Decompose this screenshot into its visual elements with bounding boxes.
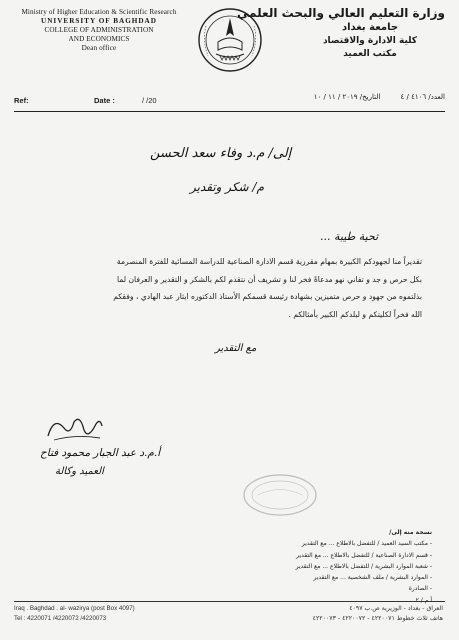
cc-item: - قسم الادارة الصناعية / للتفضل بالاطلاع ... مع التقدير xyxy=(296,551,432,559)
body-line-1: تقديراً منا لجهودكم الكبيرة بمهام مقررية قسم الادارة الصناعية للدراسة المسائية للفترة المنصرمة xyxy=(116,257,422,266)
ref-row-ar xyxy=(314,93,445,101)
header-arabic xyxy=(236,6,445,61)
footer-address-en: Iraq . Baghdad . al- wazirya (post Box 4097) xyxy=(14,605,135,612)
footer-divider xyxy=(14,601,445,602)
recipient-line: إلى/ م.د وفاء سعد الحسن xyxy=(150,146,292,161)
body-line-4: الله فخراً لكليتكم و لبلدكم الكبير بأمثالكم . xyxy=(288,309,422,319)
footer-arabic xyxy=(313,604,443,624)
cc-item: - شعبة الموارد البشرية / للتفضل بالاطلاع ... مع التقدير xyxy=(295,562,432,570)
subject-line: م/ شكر وتقدير xyxy=(190,180,264,194)
office-stamp-icon xyxy=(240,470,320,520)
college-en-1: COLLEGE OF ADMINISTRATION xyxy=(44,26,154,34)
cc-item: - الصادرة xyxy=(408,585,432,593)
body-line-3: بذلتموه من جهود و حرص متميزين بشهادة رئيسة قسمكم الأستاذ الدكتوره ايثار عبد الهادي ، وفقكم xyxy=(113,292,422,301)
footer-tel-ar: هاتف ثلاث خطوط ٤٢٢٠٠٧١ - ٤٢٢٠٠٧٢ - ٤٢٢٠٠٧٣ xyxy=(312,615,443,622)
signatory-title: العميد وكالة xyxy=(55,466,104,477)
cc-initials: أ.م / ٢ xyxy=(415,596,432,604)
body-line-2: بكل حرص و جد و تفاني نهو مدعاةً فخر لنا و تشريف أن نتقدم لكم بالشكر و التقدير و العرفان لما xyxy=(117,274,422,284)
ministry-en: Ministry of Higher Education & Scientific Research xyxy=(21,8,177,16)
closing-line: مع التقدير xyxy=(215,343,257,354)
footer-address-ar: العراق - بغداد - الوزيرية ص.ب ٤٠٩٧ xyxy=(349,605,443,612)
cc-title: نسخة منه إلى/ xyxy=(389,529,432,536)
date-value: / /20 xyxy=(142,96,157,105)
date-label: Date : xyxy=(94,96,115,105)
cc-list xyxy=(200,527,432,606)
signature-scribble-icon xyxy=(40,412,110,446)
greeting-line: تحية طيبة ... xyxy=(320,230,379,243)
footer-english xyxy=(14,604,135,624)
office-ar: مكتب العميد xyxy=(343,49,397,59)
ministry-ar: وزارة التعليم العالي والبحث العلمي xyxy=(236,6,445,20)
ar-number: العدد/ ٤١٠٦ / ٤ xyxy=(400,93,445,101)
letter-body xyxy=(42,253,422,323)
header-divider xyxy=(14,111,445,112)
footer-tel-en: Tel : 4220071 /4220072 /4220073 xyxy=(14,615,107,622)
header-english xyxy=(14,8,184,53)
cc-item: - مكتب السيد العميد / للتفضل بالاطلاع ... مع التقدير xyxy=(301,540,432,548)
university-ar: جامعة بغداد xyxy=(341,22,399,33)
signatory-name: أ.م.د عبد الجبار محمود فتاح xyxy=(40,447,161,459)
ref-label: Ref: xyxy=(14,96,29,105)
cc-item: - الموارد البشرية / ملف الشخصية ... مع التقدير xyxy=(313,574,432,582)
office-en: Dean office xyxy=(81,44,117,52)
college-ar: كلية الادارة والاقتصاد xyxy=(322,36,418,46)
ar-date: التاريخ/ ٢٠١٩ / ١١ / ١٠ xyxy=(313,93,381,101)
college-en-2: AND ECONOMICS xyxy=(68,35,130,43)
university-en: UNIVERSITY OF BAGHDAD xyxy=(41,17,157,25)
